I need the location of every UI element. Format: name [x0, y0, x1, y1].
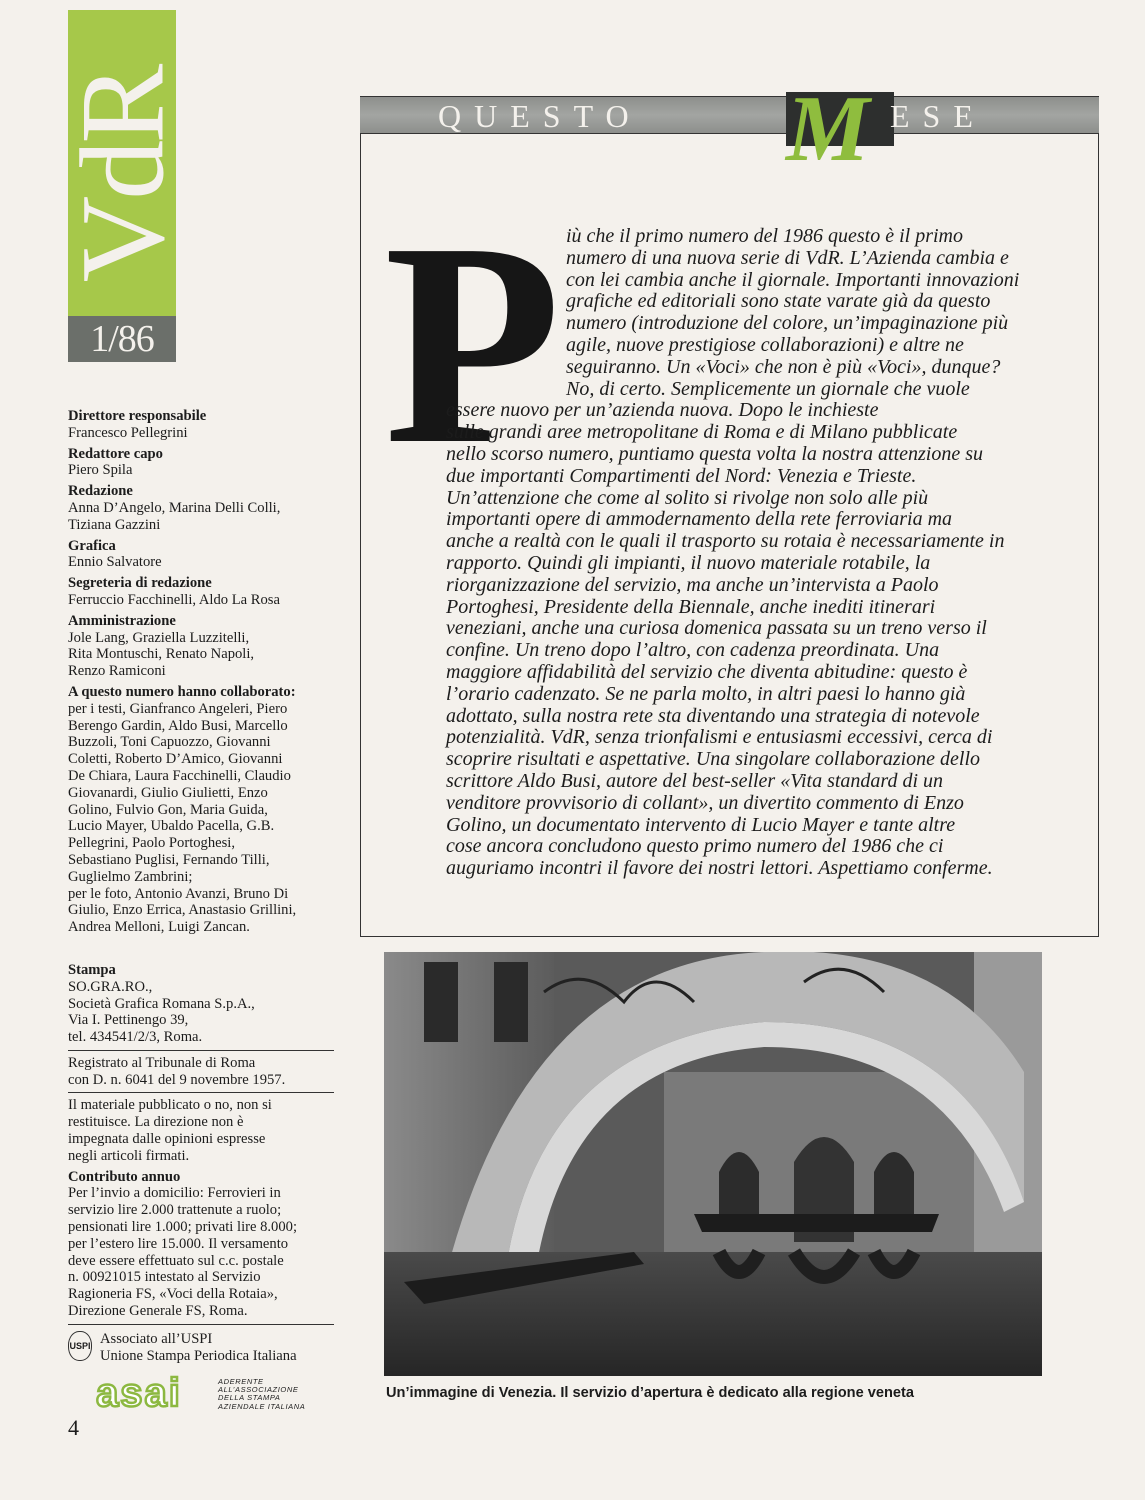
- subscription-line: pensionati lire 1.000; privati lire 8.000;: [68, 1219, 297, 1236]
- credit-line: Rita Montuschi, Renato Napoli,: [68, 646, 255, 663]
- credit-section: [68, 408, 336, 442]
- article-line: nello scorso numero, puntiamo questa volta la nostra attenzione su: [446, 442, 984, 465]
- section-header-m: M: [786, 77, 870, 181]
- credit-line: Sebastiano Puglisi, Fernando Tilli,: [68, 851, 270, 868]
- section-header-right: ESE: [890, 98, 986, 134]
- asai-line: ALL’ASSOCIAZIONE: [218, 1385, 299, 1395]
- article-line: con lei cambia anche il giornale. Importanti innovazioni: [566, 268, 1020, 291]
- article-line: riorganizzazione del servizio, ma anche un’intervista a Paolo: [446, 573, 939, 596]
- photo-caption: Un’immagine di Venezia. Il servizio d’apertura è dedicato alla regione veneta: [386, 1385, 914, 1401]
- article-line: l’orario cadenzato. Se ne parla molto, in altri paesi lo hanno già: [446, 682, 966, 705]
- divider: [68, 1324, 334, 1325]
- credit-section: [68, 538, 336, 572]
- credit-heading: Redazione: [68, 483, 133, 500]
- article-line: auguriamo incontri il favore dei nostri lettori. Aspettiamo conferme.: [446, 857, 993, 880]
- credit-line: Piero Spila: [68, 462, 133, 479]
- material-line: impegnata dalle opinioni espresse: [68, 1131, 266, 1148]
- article-line: Un’attenzione che come al solito si rivolge non solo alle più: [446, 486, 929, 509]
- stampa-heading: Stampa: [68, 961, 116, 978]
- credit-line: Giulio, Enzo Errica, Anastasio Grillini,: [68, 902, 297, 919]
- credit-line: Anna D’Angelo, Marina Delli Colli,: [68, 499, 281, 516]
- asai-membership: [68, 1371, 336, 1416]
- registration-line: Registrato al Tribunale di Roma: [68, 1054, 256, 1071]
- article-line: No, di certo. Semplicemente un giornale che vuole: [566, 377, 970, 400]
- material-notice: [68, 1097, 336, 1164]
- credit-line: Ferruccio Facchinelli, Aldo La Rosa: [68, 591, 280, 608]
- credit-line: Guglielmo Zambrini;: [68, 868, 193, 885]
- credit-line: Berengo Gardin, Aldo Busi, Marcello: [68, 717, 288, 734]
- credit-line: per le foto, Antonio Avanzi, Bruno Di: [68, 885, 289, 902]
- credit-heading: Redattore capo: [68, 445, 163, 462]
- article-line: numero (introduzione del colore, un’impaginazione più: [566, 312, 1009, 335]
- credit-heading: A questo numero hanno collaborato:: [68, 683, 296, 700]
- page-number: 4: [68, 1415, 79, 1440]
- subscription-line: n. 00921015 intestato al Servizio: [68, 1269, 261, 1286]
- article-line: Portoghesi, Presidente della Biennale, anche inediti itinerari: [446, 595, 936, 618]
- article-line: due importanti Compartimenti del Nord: Venezia e Trieste.: [446, 464, 917, 487]
- credit-line: Coletti, Roberto D’Amico, Giovanni: [68, 751, 283, 768]
- subscription-block: [68, 1169, 336, 1320]
- credit-line: Tiziana Gazzini: [68, 516, 161, 533]
- section-header-left: QUESTO: [438, 98, 642, 134]
- subscription-heading: Contributo annuo: [68, 1168, 181, 1185]
- stampa-line: Società Grafica Romana S.p.A.,: [68, 995, 255, 1012]
- divider: [68, 1050, 334, 1051]
- credit-line: Giovanardi, Giulio Giulietti, Enzo: [68, 784, 268, 801]
- subscription-line: deve essere effettuato sul c.c. postale: [68, 1252, 284, 1269]
- stampa-line: SO.GRA.RO.,: [68, 978, 153, 995]
- divider: [68, 1092, 334, 1093]
- vdr-logo-text: VdR: [55, 67, 189, 283]
- stampa-block: [68, 962, 336, 1046]
- asai-line: AZIENDALE ITALIANA: [218, 1401, 306, 1411]
- credit-line: Pellegrini, Paolo Portoghesi,: [68, 835, 236, 852]
- subscription-line: Per l’invio a domicilio: Ferrovieri in: [68, 1185, 281, 1202]
- subscription-line: Ragioneria FS, «Voci della Rotaia»,: [68, 1286, 278, 1303]
- stampa-line: Via I. Pettinengo 39,: [68, 1012, 189, 1029]
- vdr-logo: [55, 30, 189, 320]
- article-line: importanti opere di ammodernamento della rete ferroviaria ma: [446, 508, 953, 531]
- article-line: iù che il primo numero del 1986 questo è il primo: [566, 225, 963, 247]
- issue-number: 1/86: [68, 316, 176, 362]
- credit-section: [68, 613, 336, 680]
- article-line: adottato, sulla nostra rete sta diventando una strategia di notevole: [446, 704, 980, 727]
- uspi-line: Unione Stampa Periodica Italiana: [100, 1347, 297, 1364]
- material-line: restituisce. La direzione non è: [68, 1114, 244, 1131]
- credit-line: Renzo Ramiconi: [68, 663, 166, 680]
- credit-section: [68, 575, 336, 609]
- subscription-line: per l’estero lire 15.000. Il versamento: [68, 1235, 289, 1252]
- uspi-logo: USPI: [68, 1331, 92, 1361]
- asai-caption: [218, 1378, 305, 1412]
- credit-section: [68, 483, 336, 533]
- article-line: essere nuovo per un’azienda nuova. Dopo le inchieste: [446, 399, 879, 422]
- article-line: agile, nuove prestigiose collaborazioni) e altre ne: [566, 333, 964, 356]
- article-line: confine. Un treno dopo l’altro, con cadenza preordinata. Una: [446, 639, 940, 662]
- article-line: cose ancora concludono questo primo numero del 1986 che ci: [446, 835, 944, 858]
- article-line: numero di una nuova serie di VdR. L’Azienda cambia e: [566, 246, 1009, 269]
- article-line: grafiche ed editoriali sono state varate già da questo: [566, 290, 991, 313]
- article-line: maggiore affidabilità del servizio che diventa abitudine: questo è: [446, 660, 968, 683]
- asai-line: ADERENTE: [218, 1376, 264, 1386]
- subscription-line: Direzione Generale FS, Roma.: [68, 1303, 248, 1320]
- article-line: scrittore Aldo Busi, autore del best-seller «Vita standard di un: [446, 769, 944, 792]
- asai-logo: asai: [96, 1371, 182, 1416]
- credit-line: per i testi, Gianfranco Angeleri, Piero: [68, 700, 288, 717]
- article-line: Golino, un documentato intervento di Lucio Mayer e tante altre: [446, 813, 956, 836]
- credit-section: [68, 446, 336, 480]
- article-body: [446, 226, 1096, 880]
- venice-canal-photo: [384, 952, 1042, 1376]
- asai-line: DELLA STAMPA: [218, 1393, 281, 1403]
- uspi-membership: [68, 1331, 336, 1365]
- drop-cap: P: [384, 183, 562, 504]
- article-line: rapporto. Quindi gli impianti, il nuovo materiale rotabile, la: [446, 551, 931, 574]
- registration-line: con D. n. 6041 del 9 novembre 1957.: [68, 1071, 286, 1088]
- article-line: potenzialità. VdR, senza trionfalismi e entusiasmi eccessivi, cerca di: [446, 726, 993, 749]
- credit-line: Jole Lang, Graziella Luzzitelli,: [68, 629, 250, 646]
- material-line: negli articoli firmati.: [68, 1147, 190, 1164]
- credit-line: De Chiara, Laura Facchinelli, Claudio: [68, 767, 291, 784]
- credit-line: Buzzoli, Toni Capuozzo, Giovanni: [68, 734, 271, 751]
- credit-line: Golino, Fulvio Gon, Maria Guida,: [68, 801, 268, 818]
- article-line: veneziani, anche una curiosa domenica passata su un treno verso il: [446, 617, 987, 640]
- credit-line: Andrea Melloni, Luigi Zancan.: [68, 919, 250, 936]
- article-line: anche a realtà con le quali il trasporto su rotaia è necessariamente in: [446, 530, 1005, 553]
- photo-illustration: [384, 952, 1042, 1376]
- credit-line: Lucio Mayer, Ubaldo Pacella, G.B.: [68, 818, 275, 835]
- credit-heading: Segreteria di redazione: [68, 575, 212, 592]
- credit-heading: Direttore responsabile: [68, 408, 207, 424]
- stampa-line: tel. 434541/2/3, Roma.: [68, 1029, 203, 1046]
- material-line: Il materiale pubblicato o no, non si: [68, 1097, 272, 1114]
- article-line: seguiranno. Un «Voci» che non è più «Voci», dunque?: [566, 355, 1001, 378]
- credits-column: [68, 408, 336, 1416]
- article-line: venditore provvisorio di collant», un divertito commento di Enzo: [446, 791, 964, 814]
- credit-line: Francesco Pellegrini: [68, 424, 188, 441]
- article-line: scoprire risultati e aspettative. Una singolare collaborazione dello: [446, 748, 981, 771]
- credit-sections: [68, 408, 336, 936]
- credit-heading: Grafica: [68, 537, 116, 554]
- article-line: sulle grandi aree metropolitane di Roma e di Milano pubblicate: [446, 421, 958, 444]
- uspi-line: Associato all’USPI: [100, 1330, 213, 1347]
- credit-line: Ennio Salvatore: [68, 554, 162, 571]
- credit-heading: Amministrazione: [68, 612, 176, 629]
- subscription-line: servizio lire 2.000 trattenute a ruolo;: [68, 1202, 282, 1219]
- registration-block: [68, 1055, 336, 1089]
- credit-section: [68, 684, 336, 936]
